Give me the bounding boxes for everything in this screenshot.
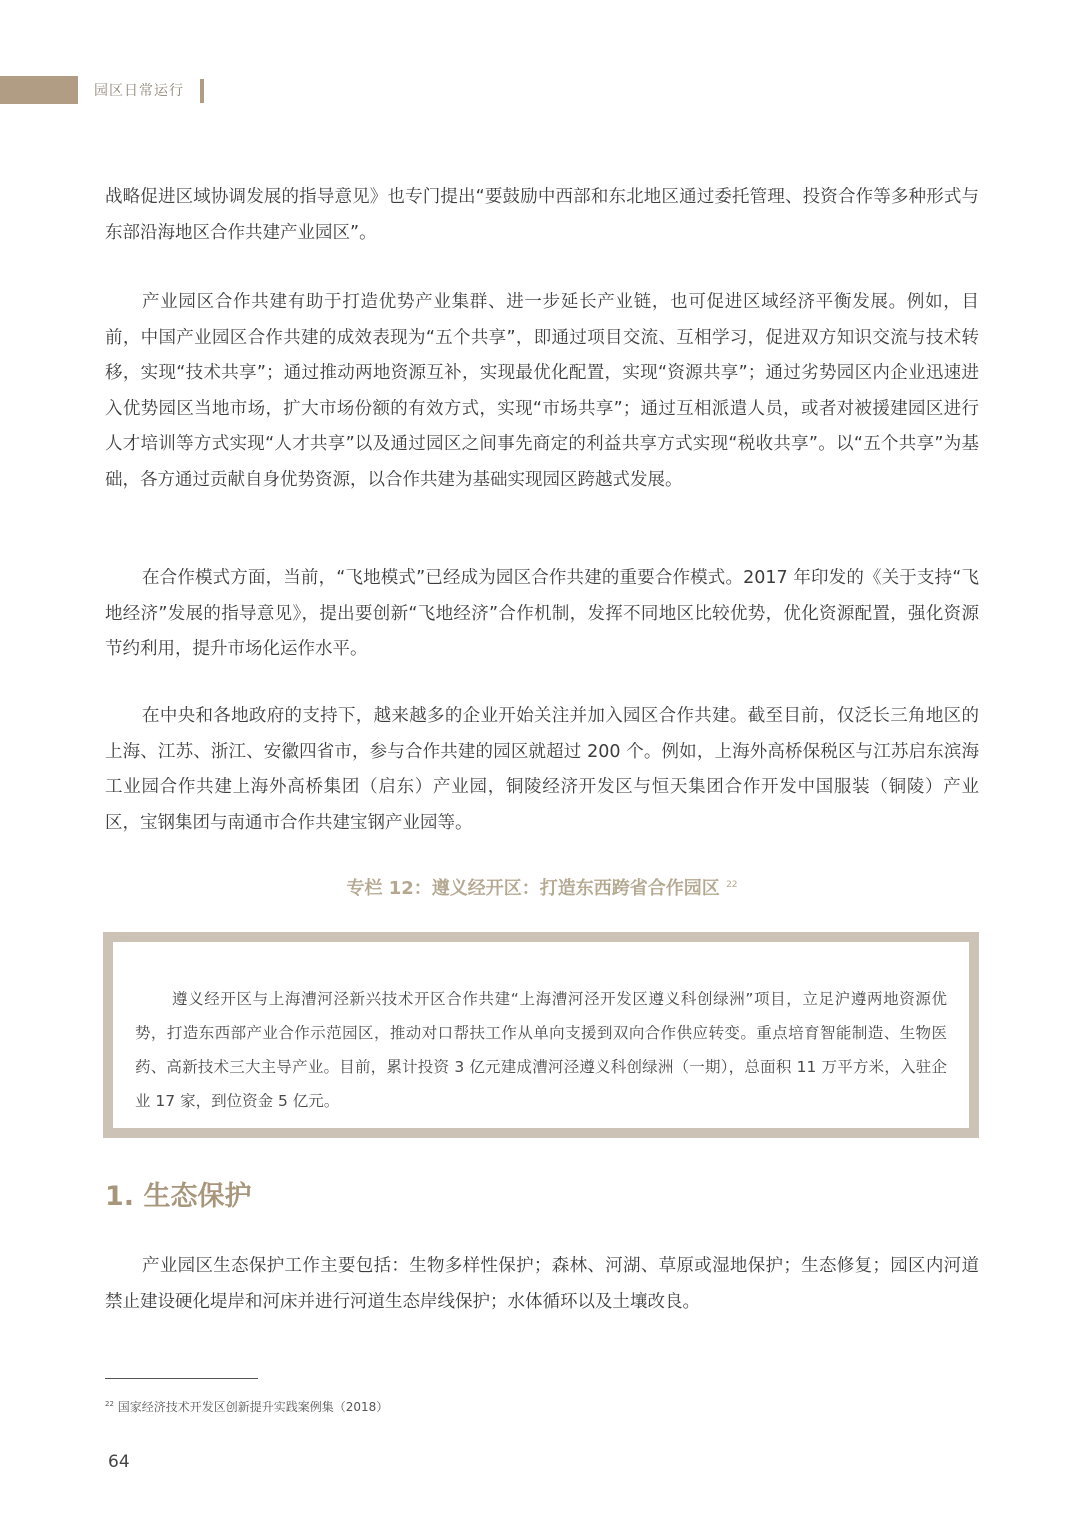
footnote-divider: [105, 1378, 258, 1379]
paragraph-enclave-model: 在合作模式方面，当前，“飞地模式”已经成为园区合作共建的重要合作模式。2017 年印发的《关于支持“飞地经济”发展的指导意见》，提出要创新“飞地经济”合作机制，发挥不同地区比较优势，优化资源配置，强化资源节约利用，提升市场化运作水平。: [105, 568, 979, 659]
page-number: 64: [108, 1452, 130, 1472]
paragraph-five-sharing: 产业园区合作共建有助于打造优势产业集群、进一步延长产业链，也可促进区域经济平衡发展。例如，目前，中国产业园区合作共建的成效表现为“五个共享”，即通过项目交流、互相学习，促进双方知识交流与技术转移，实现“技术共享”；通过推动两地资源互补，实现最优化配置，实现“资源共享”；通过劣势园区内企业迅速进入优势园区当地市场，扩大市场份额的有效方式，实现“市场共享”；通过互相派遣人员，或者对被援建园区进行人才培训等方式实现“人才共享”以及通过园区之间事先商定的利益共享方式实现“税收共享”。以“五个共享”为基础，各方通过贡献自身优势资源，以合作共建为基础实现园区跨越式发展。: [105, 292, 979, 490]
section-heading: 1. 生态保护: [105, 1181, 252, 1212]
column-body: 遵义经开区与上海漕河泾新兴技术开区合作共建“上海漕河泾开发区遵义科创绿洲”项目，立足沪遵两地资源优势，打造东西部产业合作示范园区，推动对口帮扶工作从单向支援到双向合作供应转变。重点培育智能制造、生物医药、高新技术三大主导产业。目前，累计投资 3 亿元建成漕河泾遵义科创绿洲（一期），总面积 11 万平方米，入驻企业 17 家，到位资金 5 亿元。: [135, 990, 947, 1110]
running-header-title: 园区日常运行: [94, 83, 184, 99]
column-title-text: 专栏 12：遵义经开区：打造东西跨省合作园区: [346, 878, 720, 899]
column-title: [105, 874, 979, 900]
footnote-number: 22: [105, 1400, 114, 1408]
paragraph-continuation: 战略促进区域协调发展的指导意见》也专门提出“要鼓励中西部和东北地区通过委托管理、投资合作等多种形式与东部沿海地区合作共建产业园区”。: [105, 187, 979, 243]
section-body: 产业园区生态保护工作主要包括：生物多样性保护；森林、河湖、草原或湿地保护；生态修复；园区内河道禁止建设硬化堤岸和河床并进行河道生态岸线保护；水体循环以及土壤改良。: [105, 1256, 979, 1312]
header-color-bar: [0, 76, 78, 104]
column-box: [103, 932, 979, 1138]
footnote-text: 国家经济技术开发区创新提升实践案例集（2018）: [117, 1400, 389, 1414]
column-footnote-ref: 22: [726, 880, 738, 890]
footnote: [105, 1398, 388, 1415]
column-box-inner: [113, 942, 969, 1128]
paragraph-examples: 在中央和各地政府的支持下，越来越多的企业开始关注并加入园区合作共建。截至目前，仅泛长三角地区的上海、江苏、浙江、安徽四省市，参与合作共建的园区就超过 200 个。例如，上海外高桥保税区与江苏启东滨海工业园合作共建上海外高桥集团（启东）产业园，铜陵经济开发区与恒天集团合作开发中国服装（铜陵）产业区，宝钢集团与南通市合作共建宝钢产业园等。: [105, 706, 979, 833]
header-divider-tick: [200, 79, 204, 103]
